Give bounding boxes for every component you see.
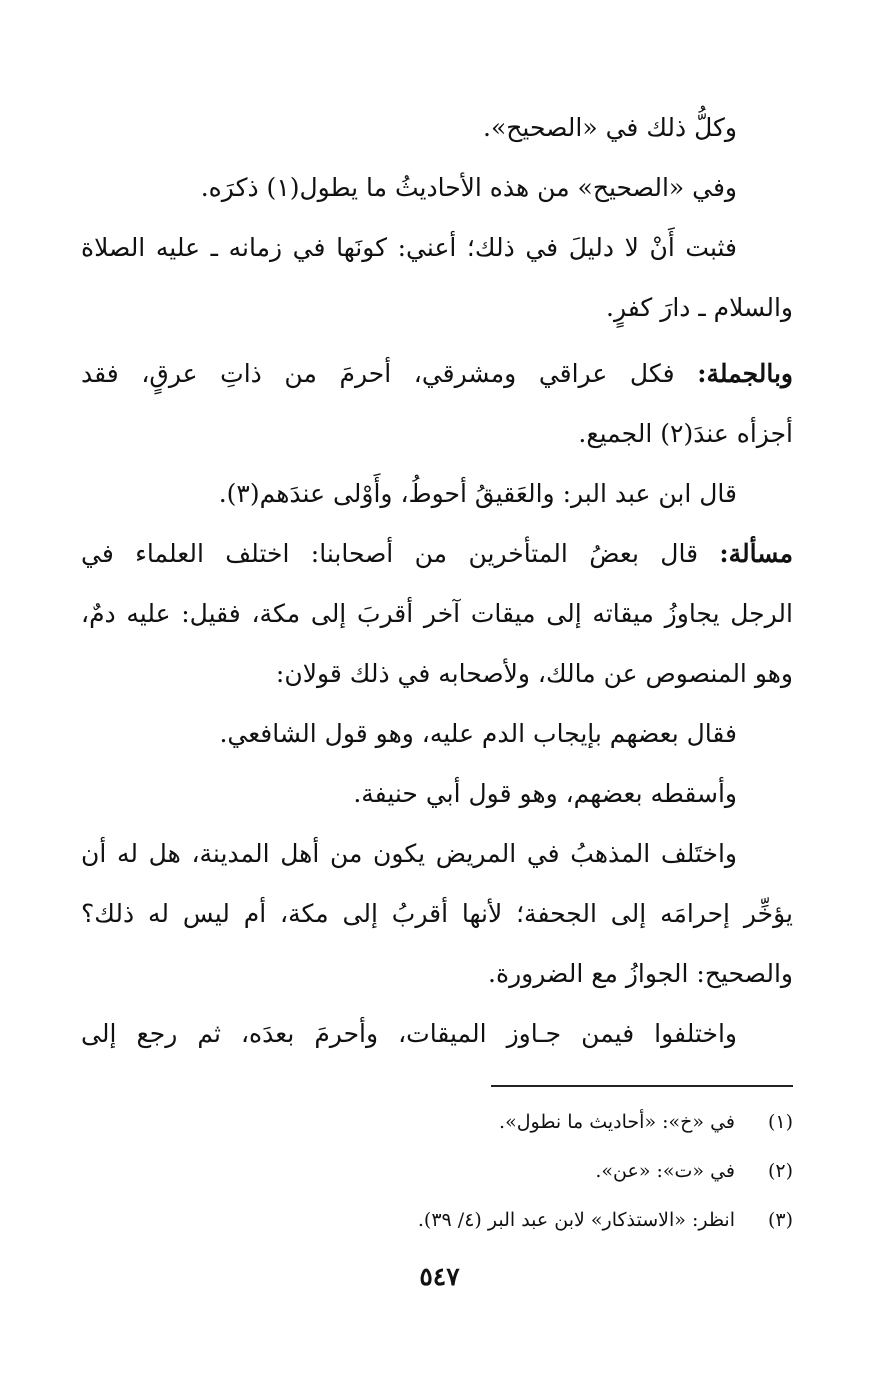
footnote-2	[93, 1147, 793, 1196]
text-line: قال ابن عبد البر: والعَقيقُ أحوطُ، وأَوْلى عندَهم(٣).	[218, 479, 737, 508]
text-line: فقال بعضهم بإيجاب الدم عليه، وهو قول الشافعي.	[219, 719, 737, 748]
text-line: وأسقطه بعضهم، وهو قول أبي حنيفة.	[353, 779, 737, 808]
footnote-1	[93, 1098, 793, 1147]
text-line: فثبت أَنْ لا دليلَ في ذلك؛ أعني: كونَها في زمانه ـ عليه الصلاة	[81, 233, 737, 262]
lead-word-masala: مسألة:	[719, 539, 793, 568]
footnote-number: (١)	[767, 1111, 793, 1133]
text-line: واختلفوا فيمن جـاوز الميقات، وأحرمَ بعدَه، ثم رجع إلى	[81, 1019, 737, 1048]
text-line: والصحيح: الجوازُ مع الضرورة.	[488, 959, 793, 988]
text-line: وكلُّ ذلك في «الصحيح».	[483, 113, 737, 142]
text-line	[81, 344, 793, 404]
footnote-text: في «خ»: «أحاديث ما نطول».	[499, 1111, 735, 1133]
footnote-number: (٣)	[767, 1209, 793, 1231]
text-line: وهو المنصوص عن مالك، ولأصحابه في ذلك قولان:	[275, 659, 793, 688]
lead-word-jumla: وبالجملة:	[697, 359, 793, 388]
footnote-text: في «ت»: «عن».	[595, 1160, 735, 1182]
text-line: أجزأه عندَ(٢) الجميع.	[578, 419, 793, 448]
text-line: يؤخِّر إحرامَه إلى الجحفة؛ لأنها أقربُ إلى مكة، أم ليس له ذلك؟	[81, 899, 793, 928]
text-run: فكل عراقي ومشرقي، أحرمَ من ذاتِ عرقٍ، فقد	[81, 359, 675, 388]
text-line	[81, 524, 793, 584]
text-line: الرجل يجاوزُ ميقاته إلى ميقات آخر أقربَ إلى مكة، فقيل: عليه دمٌ،	[81, 599, 793, 628]
main-text	[81, 98, 793, 1064]
footnote-text: انظر: «الاستذكار» لابن عبد البر (٤/ ٣٩).	[417, 1209, 735, 1231]
text-line: واختَلف المذهبُ في المريض يكون من أهل المدينة، هل له أن	[81, 839, 737, 868]
footnote-number: (٢)	[767, 1160, 793, 1182]
footnotes	[93, 1098, 793, 1245]
footnote-divider	[491, 1085, 793, 1087]
footnote-3	[93, 1196, 793, 1245]
text-line: وفي «الصحيح» من هذه الأحاديثُ ما يطول(١) ذكرَه.	[200, 173, 737, 202]
text-line: والسلام ـ دارَ كفرٍ.	[606, 293, 793, 322]
text-run: قال بعضُ المتأخرين من أصحابنا: اختلف العلماء في	[81, 539, 699, 568]
page-number: ٥٤٧	[419, 1262, 460, 1291]
